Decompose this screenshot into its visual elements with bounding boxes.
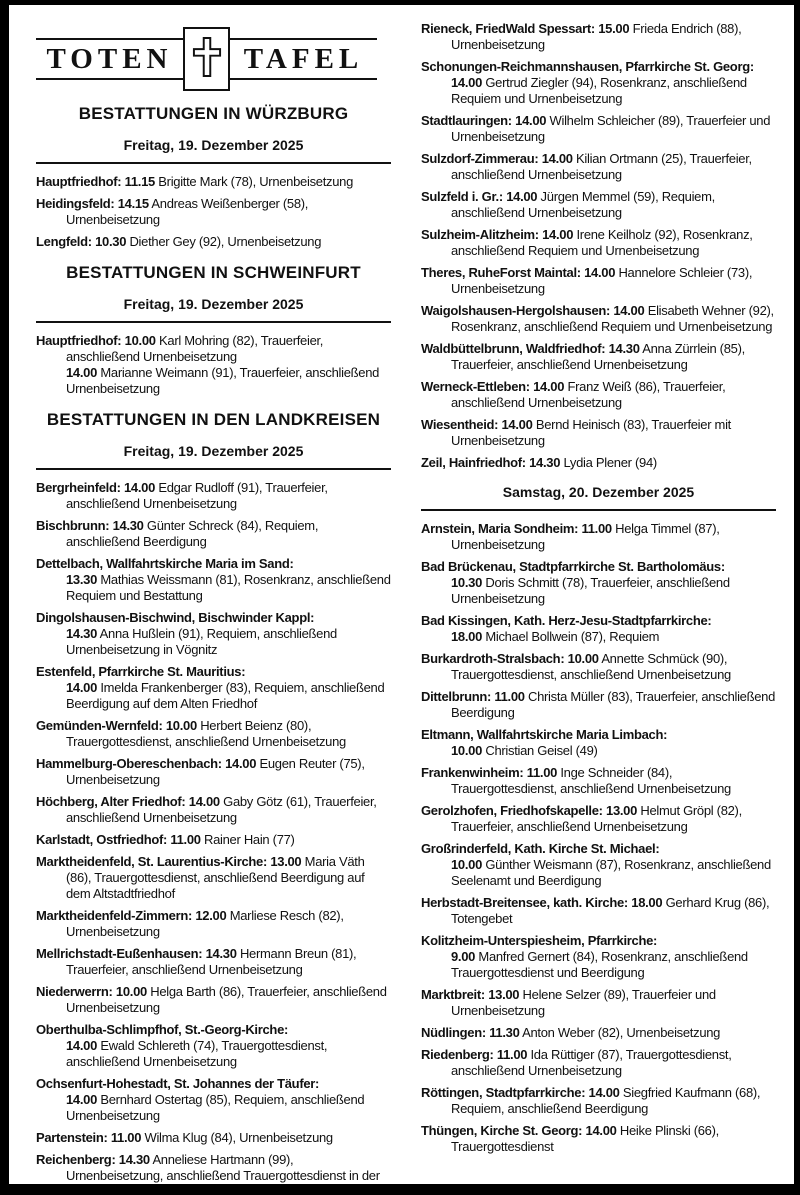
funeral-entry: Karlstadt, Ostfriedhof: 11.00 Rainer Hain (77) (36, 832, 295, 848)
entry-location: Riedenberg: (421, 1046, 494, 1062)
entry-location: Bad Brückenau, Stadtpfarrkirche St. Bartholomäus: (421, 558, 725, 574)
entry-location: Waldbüttelbrunn, Waldfriedhof: (421, 341, 606, 356)
funeral-entry: Eltmann, Wallfahrtskirche Maria Limbach: 10.00 Christian Geisel (49) (421, 726, 668, 758)
funeral-entry: Marktheidenfeld, St. Laurentius-Kirche: 13.00 Maria Väth (86), Trauergottesdienst, anschließend Beerdigung auf dem Altstadtfriedhof (36, 854, 365, 902)
date-heading: Samstag, 20. Dezember 2025 (502, 484, 695, 500)
entry-location: Sulzheim-Alitzheim: (421, 227, 539, 242)
entry-time: 14.00 (123, 480, 156, 496)
funeral-entry: Stadtlauringen: 14.00 Wilhelm Schleicher (89), Trauerfeier und Urnenbeisetzung (421, 113, 771, 144)
funeral-entry: Sulzheim-Alitzheim: 14.00 Irene Keilholz (92), Rosenkranz, anschließend Requiem und Urnenbeisetzung (421, 227, 753, 258)
funeral-entry: Dingolshausen-Bischwind, Bischwinder Kappl: 14.30 Anna Hußlein (91), Requiem, anschließend Urnenbeisetzung in Vögnitz (36, 610, 337, 658)
funeral-entry: Frankenwinheim: 11.00 Inge Schneider (84), Trauergottesdienst, anschließend Urnenbeisetzung (421, 764, 731, 796)
entry-time: 10.30 (451, 574, 483, 590)
entry-time: 10.00 (165, 718, 197, 734)
entry-time: 14.00 (613, 303, 645, 318)
entry-location: Reichenberg: (36, 1152, 116, 1168)
masthead-word-toten: TOTEN (46, 42, 173, 75)
funeral-entry: Bergrheinfeld: 14.00 Edgar Rudloff (91), Trauerfeier, anschließend Urnenbeisetzung (36, 480, 328, 512)
entry-location: Marktheidenfeld, St. Laurentius-Kirche: (36, 854, 268, 870)
entry-time: 14.00 (66, 680, 98, 696)
funeral-entry: Rieneck, FriedWald Spessart: 15.00 Frieda Endrich (88), Urnenbeisetzung (421, 21, 742, 52)
funeral-entry: Marktbreit: 13.00 Helene Selzer (89), Trauerfeier und Urnenbeisetzung (421, 986, 716, 1018)
funeral-entry: Höchberg, Alter Friedhof: 14.00 Gaby Götz (61), Trauerfeier, anschließend Urnenbeisetzung (36, 794, 377, 826)
funeral-entry: Hammelburg-Obereschenbach: 14.00 Eugen Reuter (75), Urnenbeisetzung (36, 756, 365, 788)
masthead-word-tafel: TAFEL (243, 42, 364, 75)
entry-location: Estenfeld, Pfarrkirche St. Mauritius: (36, 664, 246, 680)
entry-time: 11.00 (110, 1130, 142, 1146)
entry-location: Partenstein: (36, 1130, 108, 1146)
entry-time: 11.00 (170, 832, 201, 848)
entry-location: Bergrheinfeld: (36, 480, 121, 496)
entry-location: Hauptfriedhof: (36, 174, 122, 190)
entry-time: 11.00 (494, 688, 525, 704)
entry-location: Dettelbach, Wallfahrtskirche Maria im Sand: (36, 556, 294, 572)
funeral-entry: Dettelbach, Wallfahrtskirche Maria im Sand: 13.30 Mathias Weissmann (81), Rosenkranz, anschließend Requiem und Bestattung (36, 556, 391, 604)
entry-location: Sulzfeld i. Gr.: (421, 189, 503, 204)
funeral-entry: Schonungen-Reichmannshausen, Pfarrkirche St. Georg: 14.00 Gertrud Ziegler (94), Rosenkranz, anschließend Requiem und Urnenbeisetzung (421, 59, 754, 106)
funeral-entry: Thüngen, Kirche St. Georg: 14.00 Heike Plinski (66), Trauergottesdienst (421, 1122, 719, 1154)
entry-location: Heidingsfeld: (36, 196, 115, 212)
funeral-entry: Heidingsfeld: 14.15 Andreas Weißenberger (58), Urnenbeisetzung (36, 196, 309, 228)
entry-location: Kolitzheim-Unterspiesheim, Pfarrkirche: (421, 932, 658, 948)
date-heading: Freitag, 19. Dezember 2025 (123, 296, 304, 313)
entry-location: Theres, RuheForst Maintal: (421, 265, 581, 280)
date-rule (36, 162, 391, 164)
entry-time: 18.00 (451, 628, 483, 644)
entry-time: 14.00 (506, 189, 538, 204)
date-rule (36, 468, 391, 470)
entry-location: Karlstadt, Ostfriedhof: (36, 832, 168, 848)
entry-time: 14.30 (118, 1152, 150, 1168)
entry-location: Mellrichstadt-Eußenhausen: (36, 946, 203, 962)
funeral-entry: Mellrichstadt-Eußenhausen: 14.30 Hermann Breun (81), Trauerfeier, anschließend Urnenbeisetzung (36, 946, 357, 978)
entry-location: Schonungen-Reichmannshausen, Pfarrkirche St. Georg: (421, 59, 754, 74)
funeral-entry: Hauptfriedhof: 10.00 Karl Mohring (82), Trauerfeier, anschließend Urnenbeisetzung 14.00 Marianne Weimann (91), Trauerfeier, anschließend Urnenbeisetzung (36, 333, 380, 397)
funeral-entry: Sulzfeld i. Gr.: 14.00 Jürgen Memmel (59), Requiem, anschließend Urnenbeisetzung (421, 189, 715, 220)
funeral-entry: Nüdlingen: 11.30 Anton Weber (82), Urnenbeisetzung (421, 1024, 721, 1040)
entry-time: 14.30 (529, 455, 561, 470)
entry-location: Ochsenfurt-Hohestadt, St. Johannes der Täufer: (36, 1076, 320, 1092)
entry-time: 9.00 (451, 948, 476, 964)
page-content (9, 5, 794, 1195)
entry-time: 14.00 (542, 227, 574, 242)
entry-time: 14.00 (501, 417, 533, 432)
entry-location: Zeil, Hainfriedhof: (421, 455, 526, 470)
entry-location: Großrinderfeld, Kath. Kirche St. Michael: (421, 840, 660, 856)
funeral-entry: Arnstein, Maria Sondheim: 11.00 Helga Timmel (87), Urnenbeisetzung (421, 520, 720, 552)
funeral-entry: Sulzdorf-Zimmerau: 14.00 Kilian Ortmann (25), Trauerfeier, anschließend Urnenbeisetzung (421, 151, 752, 182)
entry-location: Gerolzhofen, Friedhofskapelle: (421, 802, 603, 818)
entry-time: 11.00 (526, 764, 558, 780)
entry-time: 14.00 (66, 1038, 98, 1054)
funeral-entry: Werneck-Ettleben: 14.00 Franz Weiß (86), Trauerfeier, anschließend Urnenbeisetzung (421, 379, 726, 410)
entry-time: 13.30 (66, 572, 98, 588)
funeral-entry: Marktheidenfeld-Zimmern: 12.00 Marliese Resch (82), Urnenbeisetzung (36, 908, 344, 940)
entry-location: Bad Kissingen, Kath. Herz-Jesu-Stadtpfarrkirche: (421, 612, 712, 628)
entry-location: Oberthulba-Schlimpfhof, St.-Georg-Kirche: (36, 1022, 289, 1038)
funeral-entry: Waldbüttelbrunn, Waldfriedhof: 14.30 Anna Zürrlein (85), Trauerfeier, anschließend Urnenbeisetzung (421, 341, 745, 372)
entry-time: 11.00 (496, 1046, 528, 1062)
funeral-entry: Zeil, Hainfriedhof: 14.30 Lydia Plener (94) (421, 455, 657, 470)
entry-time: 14.00 (588, 1084, 620, 1100)
entry-location: Lengfeld: (36, 234, 92, 250)
entry-time: 12.00 (195, 908, 227, 924)
funeral-entry: Bischbrunn: 14.30 Günter Schreck (84), Requiem, anschließend Beerdigung (36, 518, 319, 550)
funeral-entry: Waigolshausen-Hergolshausen: 14.00 Elisabeth Wehner (92), Rosenkranz, anschließend Requiem und Urnenbeisetzung (421, 303, 774, 334)
funeral-entry: Bad Brückenau, Stadtpfarrkirche St. Bartholomäus: 10.30 Doris Schmitt (78), Trauerfeier, anschließend Urnenbeisetzung (421, 558, 730, 606)
entry-time: 10.00 (124, 333, 156, 349)
entry-time: 14.00 (225, 756, 257, 772)
date-rule (36, 321, 391, 323)
entry-location: Herbstadt-Breitensee, kath. Kirche: (421, 894, 628, 910)
entry-location: Eltmann, Wallfahrtskirche Maria Limbach: (421, 726, 668, 742)
entry-location: Dingolshausen-Bischwind, Bischwinder Kappl: (36, 610, 315, 626)
entry-location: Frankenwinheim: (421, 764, 524, 780)
date-rule (421, 509, 776, 511)
masthead-logo (36, 27, 377, 91)
entry-time: 14.00 (66, 1092, 98, 1108)
funeral-entry: Estenfeld, Pfarrkirche St. Mauritius: 14.00 Imelda Frankenberger (83), Requiem, anschließend Beerdigung auf dem Alten Friedhof (36, 664, 385, 712)
entry-location: Marktheidenfeld-Zimmern: (36, 908, 193, 924)
entry-location: Burkardroth-Stralsbach: (421, 650, 565, 666)
funeral-entry: Dittelbrunn: 11.00 Christa Müller (83), Trauerfeier, anschließend Beerdigung (421, 688, 776, 720)
entry-location: Hauptfriedhof: (36, 333, 122, 349)
entry-location: Gemünden-Wernfeld: (36, 718, 163, 734)
funeral-entry: Partenstein: 11.00 Wilma Klug (84), Urnenbeisetzung (36, 1130, 333, 1146)
entry-time: 15.00 (598, 21, 630, 36)
section-heading: BESTATTUNGEN IN DEN LANDKREISEN (46, 410, 381, 430)
entry-time: 11.30 (489, 1024, 520, 1040)
entry-location: Waigolshausen-Hergolshausen: (421, 303, 611, 318)
entry-time: 14.15 (117, 196, 149, 212)
entry-location: Niederwerrn: (36, 984, 113, 1000)
entry-time: 14.30 (66, 626, 98, 642)
entry-time: 14.30 (112, 518, 144, 534)
entry-time: 10.00 (567, 650, 599, 666)
entry-location: Röttingen, Stadtpfarrkirche: (421, 1084, 586, 1100)
entry-location: Arnstein, Maria Sondheim: (421, 520, 579, 536)
entry-time: 10.00 (451, 742, 483, 758)
section-heading: BESTATTUNGEN IN WÜRZBURG (78, 104, 349, 123)
entry-location: Bischbrunn: (36, 518, 110, 534)
entry-time: 13.00 (606, 802, 638, 818)
entry-location: Thüngen, Kirche St. Georg: (421, 1122, 583, 1138)
entry-location: Werneck-Ettleben: (421, 379, 530, 394)
entry-time: 14.00 (533, 379, 565, 394)
entry-location: Stadtlauringen: (421, 113, 512, 128)
entry-time: 14.30 (608, 341, 640, 356)
funeral-entry: Ochsenfurt-Hohestadt, St. Johannes der Täufer: 14.00 Bernhard Ostertag (85), Requiem, anschließend Urnenbeisetzung (36, 1076, 365, 1124)
entry-time: 14.00 (451, 75, 483, 90)
entry-location: Marktbreit: (421, 986, 485, 1002)
funeral-entry: Röttingen, Stadtpfarrkirche: 14.00 Siegfried Kaufmann (68), Requiem, anschließend Beerdigung (421, 1084, 761, 1116)
funeral-entry: Gerolzhofen, Friedhofskapelle: 13.00 Helmut Gröpl (82), Trauerfeier, anschließend Urnenbeisetzung (421, 802, 742, 834)
entry-time: 14.00 (66, 365, 98, 381)
entry-time: 14.00 (585, 1122, 617, 1138)
entry-time: 10.30 (95, 234, 127, 250)
cross-icon (190, 33, 224, 86)
entry-time: 18.00 (631, 894, 663, 910)
entry-location: Rieneck, FriedWald Spessart: (421, 21, 595, 36)
left-column (36, 21, 391, 1195)
funeral-entry: Bad Kissingen, Kath. Herz-Jesu-Stadtpfarrkirche: 18.00 Michael Bollwein (87), Requiem (421, 612, 712, 644)
entry-time: 14.30 (205, 946, 237, 962)
entry-location: Höchberg, Alter Friedhof: (36, 794, 186, 810)
funeral-entry: Großrinderfeld, Kath. Kirche St. Michael: 10.00 Günther Weismann (87), Rosenkranz, anschließend Seelenamt und Beerdigung (421, 840, 771, 888)
entry-time: 11.00 (581, 520, 612, 536)
funeral-entry: Wiesentheid: 14.00 Bernd Heinisch (83), Trauerfeier mit Urnenbeisetzung (421, 417, 731, 448)
cross-box (183, 27, 230, 91)
funeral-entry: Gemünden-Wernfeld: 10.00 Herbert Beienz (80), Trauergottesdienst, anschließend Urnenbeisetzung (36, 718, 346, 750)
funeral-entry: Oberthulba-Schlimpfhof, St.-Georg-Kirche: 14.00 Ewald Schlereth (74), Trauergottesdienst, anschließend Urnenbeisetzung (36, 1022, 328, 1070)
entry-location: Hammelburg-Obereschenbach: (36, 756, 222, 772)
entry-time: 10.00 (115, 984, 147, 1000)
date-heading: Freitag, 19. Dezember 2025 (123, 443, 304, 460)
entry-location: Sulzdorf-Zimmerau: (421, 151, 539, 166)
funeral-entry: Reichenberg: 14.30 Anneliese Hartmann (99), Urnenbeisetzung, anschließend Trauergottesdienst in der ev. Kirche (36, 1152, 380, 1195)
entry-time: 13.00 (270, 854, 302, 870)
entry-time: 13.00 (488, 986, 520, 1002)
funeral-entry: Kolitzheim-Unterspiesheim, Pfarrkirche: 9.00 Manfred Gernert (84), Rosenkranz, anschließend Trauergottesdienst und Beerdigung (421, 932, 748, 980)
section-heading: BESTATTUNGEN IN SCHWEINFURT (66, 263, 361, 283)
entry-location: Nüdlingen: (421, 1024, 486, 1040)
entry-time: 14.00 (188, 794, 220, 810)
funeral-entry: Riedenberg: 11.00 Ida Rüttiger (87), Trauergottesdienst, anschließend Urnenbeisetzung (421, 1046, 732, 1078)
funeral-entry: Theres, RuheForst Maintal: 14.00 Hannelore Schleier (73), Urnenbeisetzung (421, 265, 753, 296)
date-heading: Freitag, 19. Dezember 2025 (123, 137, 304, 154)
entry-location: Wiesentheid: (421, 417, 499, 432)
entry-location: Dittelbrunn: (421, 688, 492, 704)
entry-time: 11.15 (124, 174, 155, 190)
funeral-entry: Hauptfriedhof: 11.15 Brigitte Mark (78), Urnenbeisetzung (36, 174, 353, 190)
entry-time: 10.00 (451, 856, 483, 872)
right-column (421, 21, 776, 1184)
funeral-entry: Herbstadt-Breitensee, kath. Kirche: 18.00 Gerhard Krug (86), Totengebet (421, 894, 770, 926)
funeral-entry: Burkardroth-Stralsbach: 10.00 Annette Schmück (90), Trauergottesdienst, anschließend Urnenbeisetzung (421, 650, 731, 682)
entry-time: 14.00 (584, 265, 616, 280)
funeral-entry: Niederwerrn: 10.00 Helga Barth (86), Trauerfeier, anschließend Urnenbeisetzung (36, 984, 387, 1016)
funeral-entry: Lengfeld: 10.30 Diether Gey (92), Urnenbeisetzung (36, 234, 322, 250)
entry-time: 14.00 (515, 113, 547, 128)
entry-time: 14.00 (541, 151, 573, 166)
